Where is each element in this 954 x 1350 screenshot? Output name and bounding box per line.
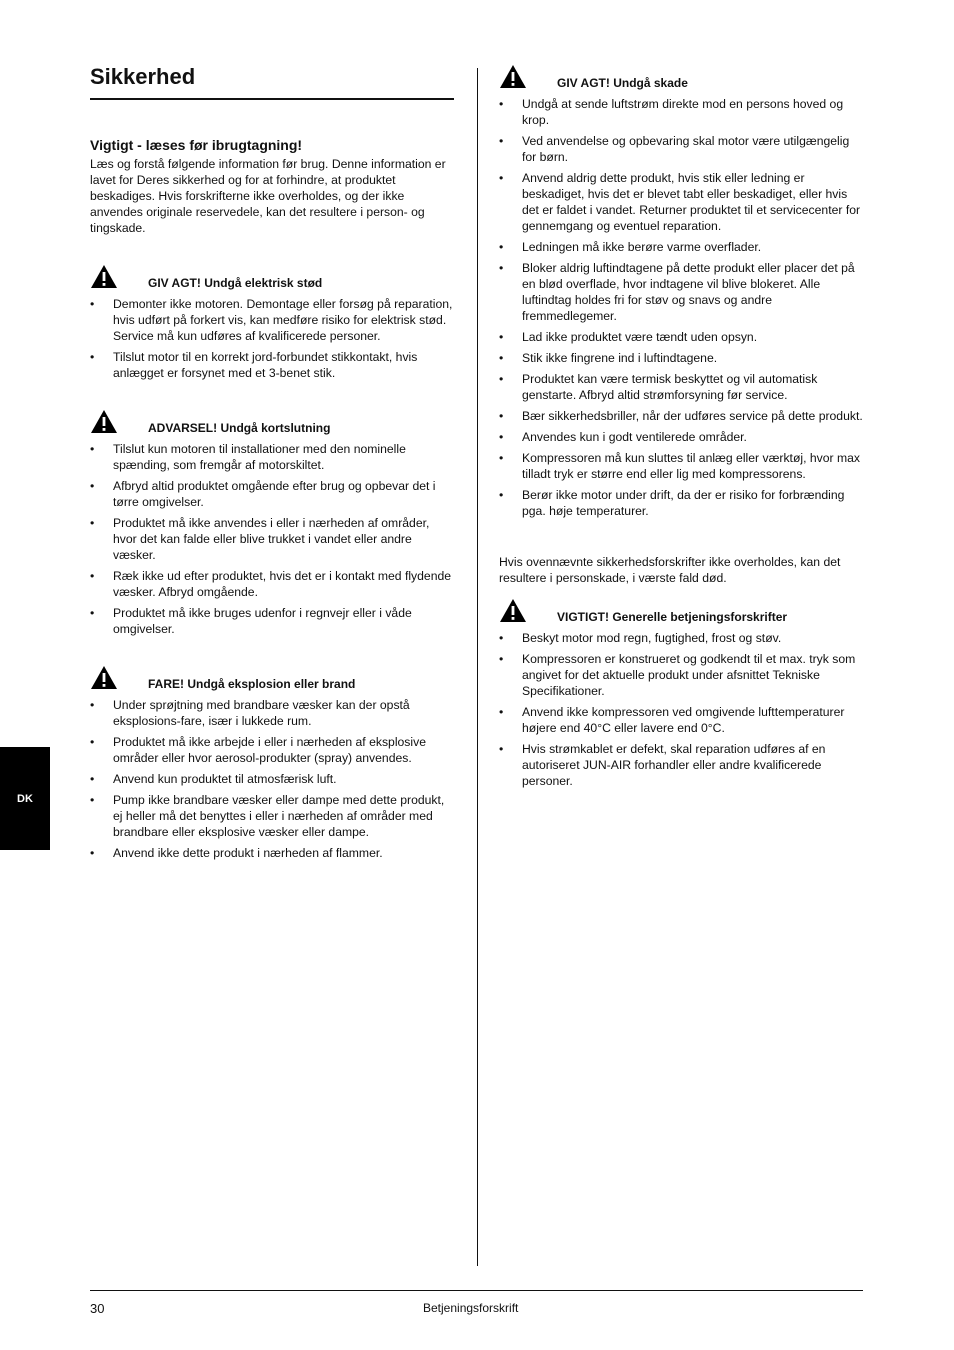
warning-header <box>90 409 456 439</box>
list-item: • Hvis strømkablet er defekt, skal reparation udføres af en autoriseret JUN-AIR forhandler eller andre kvalificerede personer. <box>499 741 865 789</box>
warning-section <box>90 264 456 381</box>
warning-section <box>499 598 865 789</box>
list-item: • Lad ikke produktet være tændt uden opsyn. <box>499 329 865 345</box>
list-item: • Demonter ikke motoren. Demontage eller forsøg på reparation, hvis udført på forkert vis, kan medføre risiko for elektrisk stød. Service må kun udføres af kvalificerede personer. <box>90 296 456 344</box>
list-item: • Beskyt motor mod regn, fugtighed, frost og støv. <box>499 630 865 646</box>
warning-title: GIV AGT! Undgå skade <box>557 76 688 90</box>
footer-divider <box>90 1290 863 1291</box>
list-item: • Produktet kan være termisk beskyttet og vil automatisk genstarte. Afbryd altid strømforsyning før service. <box>499 371 865 403</box>
right-column <box>499 64 865 794</box>
intro-text: Læs og forstå følgende information før brug. Denne information er lavet for Deres sikkerhed og for at forhindre, at produktet beskadiges. Hvis forskrifterne ikke overholdes, og der ikke anvendes originale reservedele, kan det resultere i person- og tingskade. <box>90 157 446 235</box>
list-item: • Produktet må ikke arbejde i eller i nærheden af eksplosive områder eller hvor aerosol-produkter (spray) anvendes. <box>90 734 456 766</box>
list-item: • Afbryd altid produktet omgående efter brug og opbevar det i tørre omgivelser. <box>90 478 456 510</box>
column-divider <box>477 68 478 1266</box>
list-item: • Pump ikke brandbare væsker eller dampe med dette produkt, ej heller må det benyttes i eller i nærheden af områder med brandbare eller eksplosive væsker eller dampe. <box>90 792 456 840</box>
general-warning-section <box>499 598 865 789</box>
list-item: • Tilslut motor til en korrekt jord-forbundet stikkontakt, hvis anlægget er forsynet med et 3-benet stik. <box>90 349 456 381</box>
warning-section <box>90 665 456 861</box>
page-title: Sikkerhed <box>90 62 454 100</box>
list-item: • Under sprøjtning med brandbare væsker kan der opstå eksplosions-fare, især i lukkede rum. <box>90 697 456 729</box>
language-tab <box>0 747 50 850</box>
footer-text: Betjeningsforskrift <box>423 1301 519 1315</box>
list-item: • Kompressoren må kun sluttes til anlæg eller værktøj, hvor max tilladt tryk er større end eller lig med kompressorens. <box>499 450 865 482</box>
right-warning-sections <box>499 64 865 519</box>
list-item: • Undgå at sende luftstrøm direkte mod en persons hoved og krop. <box>499 96 865 128</box>
bullet-list <box>90 697 456 861</box>
left-column <box>90 136 456 866</box>
list-item: • Anvend aldrig dette produkt, hvis stik eller ledning er beskadiget, hvis det er blevet tabt eller beskadiget, eller hvis det er faldet i vandet. Returner produktet til et servicecenter for gennemgang og eventuel reparation. <box>499 170 865 234</box>
bullet-list <box>90 441 456 637</box>
left-warning-sections <box>90 264 456 861</box>
list-item: • Bær sikkerhedsbriller, når der udføres service på dette produkt. <box>499 408 865 424</box>
list-item: • Produktet må ikke bruges udenfor i regnvejr eller i våde omgivelser. <box>90 605 456 637</box>
warning-header <box>90 665 456 695</box>
warning-header <box>499 64 865 94</box>
warning-title: FARE! Undgå eksplosion eller brand <box>148 677 356 691</box>
warning-triangle-icon <box>499 64 527 89</box>
list-item: • Anvend kun produktet til atmosfærisk luft. <box>90 771 456 787</box>
bullet-list <box>499 630 865 789</box>
warning-section <box>90 409 456 637</box>
closing-text: Hvis ovennævnte sikkerhedsforskrifter ikke overholdes, kan det resultere i personskade, i værste fald død. <box>499 555 841 585</box>
list-item: • Anvend ikke dette produkt i nærheden af flammer. <box>90 845 456 861</box>
list-item: • Berør ikke motor under drift, da der er risiko for forbrænding pga. høje temperaturer. <box>499 487 865 519</box>
list-item: • Ledningen må ikke berøre varme overflader. <box>499 239 865 255</box>
warning-title: ADVARSEL! Undgå kortslutning <box>148 421 331 435</box>
list-item: • Ræk ikke ud efter produktet, hvis det er i kontakt med flydende væsker. Afbryd omgående. <box>90 568 456 600</box>
warning-triangle-icon <box>90 665 118 690</box>
list-item: • Ved anvendelse og opbevaring skal motor være utilgængelig for børn. <box>499 133 865 165</box>
warning-title: VIGTIGT! Generelle betjeningsforskrifter <box>557 610 788 625</box>
list-item: • Anvendes kun i godt ventilerede områder. <box>499 429 865 445</box>
list-item: • Produktet må ikke anvendes i eller i nærheden af områder, hvor det kan falde eller blive trukket i vandet eller andre væsker. <box>90 515 456 563</box>
bullet-list <box>499 96 865 519</box>
warning-header <box>90 264 456 294</box>
intro-heading: Vigtigt - læses før ibrugtagning! <box>90 137 303 153</box>
list-item: • Bloker aldrig luftindtagene på dette produkt eller placer det på en blød overflade, hvor indtagene vil blive blokeret. Alle luftindtag holdes fri for støv og snavs og andre fremmedlegemer. <box>499 260 865 324</box>
list-item: • Anvend ikke kompressoren ved omgivende lufttemperaturer højere end 40°C eller lavere end 0°C. <box>499 704 865 736</box>
page-number: 30 <box>90 1301 105 1316</box>
warning-section <box>499 64 865 519</box>
warning-triangle-icon <box>90 264 118 289</box>
list-item: • Stik ikke fingrene ind i luftindtagene. <box>499 350 865 366</box>
language-tab-label: DK <box>17 792 33 805</box>
warning-triangle-icon <box>90 409 118 434</box>
list-item: • Tilslut kun motoren til installationer med den nominelle spænding, som fremgår af motorskiltet. <box>90 441 456 473</box>
list-item: • Kompressoren er konstrueret og godkendt til et max. tryk som angivet for det aktuelle produkt under afsnittet Tekniske Specifikationer. <box>499 651 865 699</box>
warning-triangle-icon <box>499 598 527 623</box>
bullet-list <box>90 296 456 381</box>
warning-title: GIV AGT! Undgå elektrisk stød <box>148 276 323 290</box>
warning-header <box>499 598 865 628</box>
